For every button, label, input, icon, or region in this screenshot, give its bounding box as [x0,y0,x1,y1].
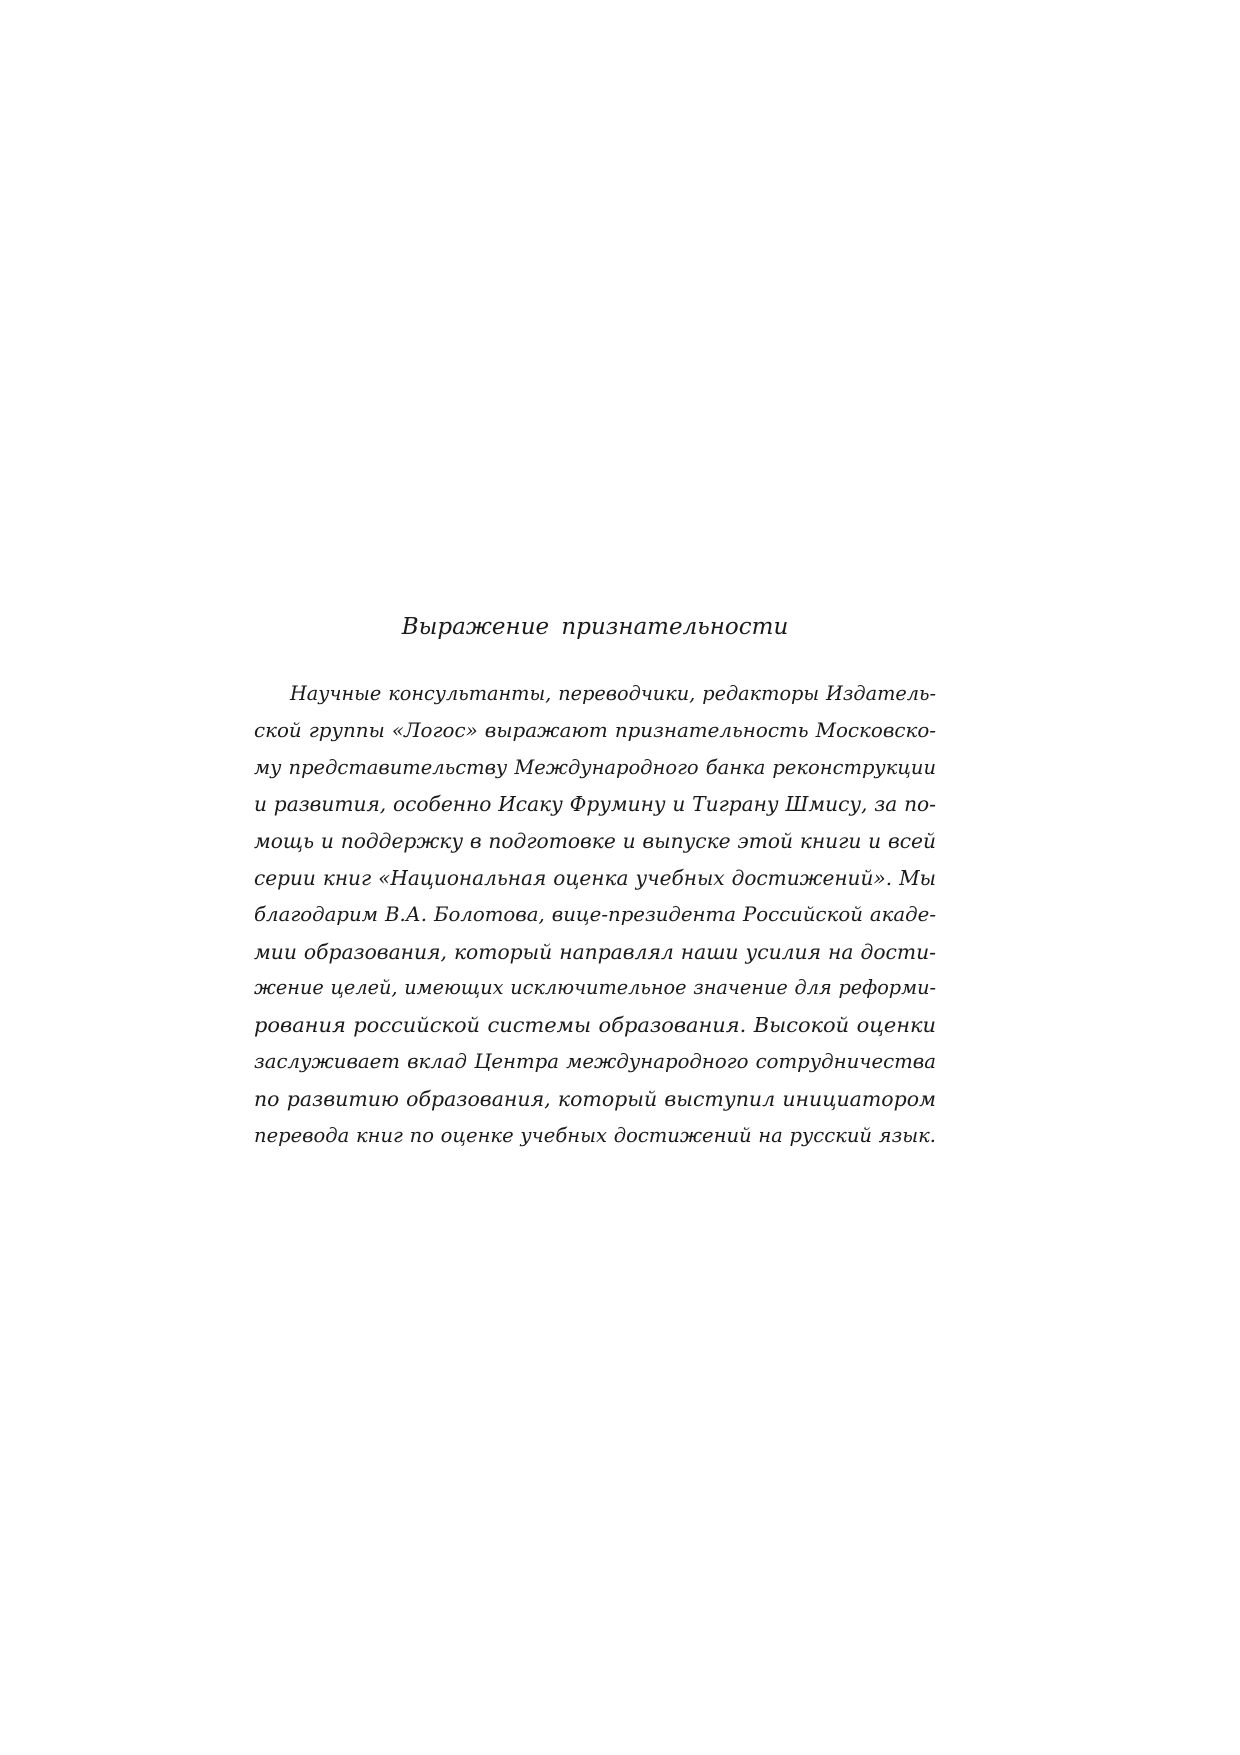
paragraph-line: перевода книг по оценке учебных достижений на русский язык. [254,1123,936,1147]
section-heading: Выражение признательности [401,614,789,640]
acknowledgements-paragraph [254,676,936,1154]
paragraph-line: жение целей, имеющих исключительное значение для реформи- [254,976,936,1000]
paragraph-line: ской группы «Логос» выражают признательность Московско- [254,718,936,742]
paragraph-line: мии образования, который направлял наши усилия на дости- [254,939,936,964]
paragraph-line: Научные консультанты, переводчики, редакторы Издатель- [290,682,936,705]
paragraph-line: благодарим В.А. Болотова, вице-президента Российской акаде- [254,902,936,926]
paragraph-line: серии книг «Национальная оценка учебных достижений». Мы [254,865,936,890]
paragraph-line: рования российской системы образования. Высокой оценки [254,1013,936,1038]
paragraph-line: по развитию образования, который выступил инициатором [254,1086,936,1111]
paragraph-line: и развития, особенно Исаку Фрумину и Тиграну Шмису, за по- [254,792,936,817]
paragraph-line: мощь и поддержку в подготовке и выпуске этой книги и всей [254,829,936,854]
paragraph-line: му представительству Международного банка реконструкции [254,755,936,779]
paragraph-line: заслуживает вклад Центра международного сотрудничества [254,1049,936,1073]
acknowledgements-section [254,612,936,1154]
